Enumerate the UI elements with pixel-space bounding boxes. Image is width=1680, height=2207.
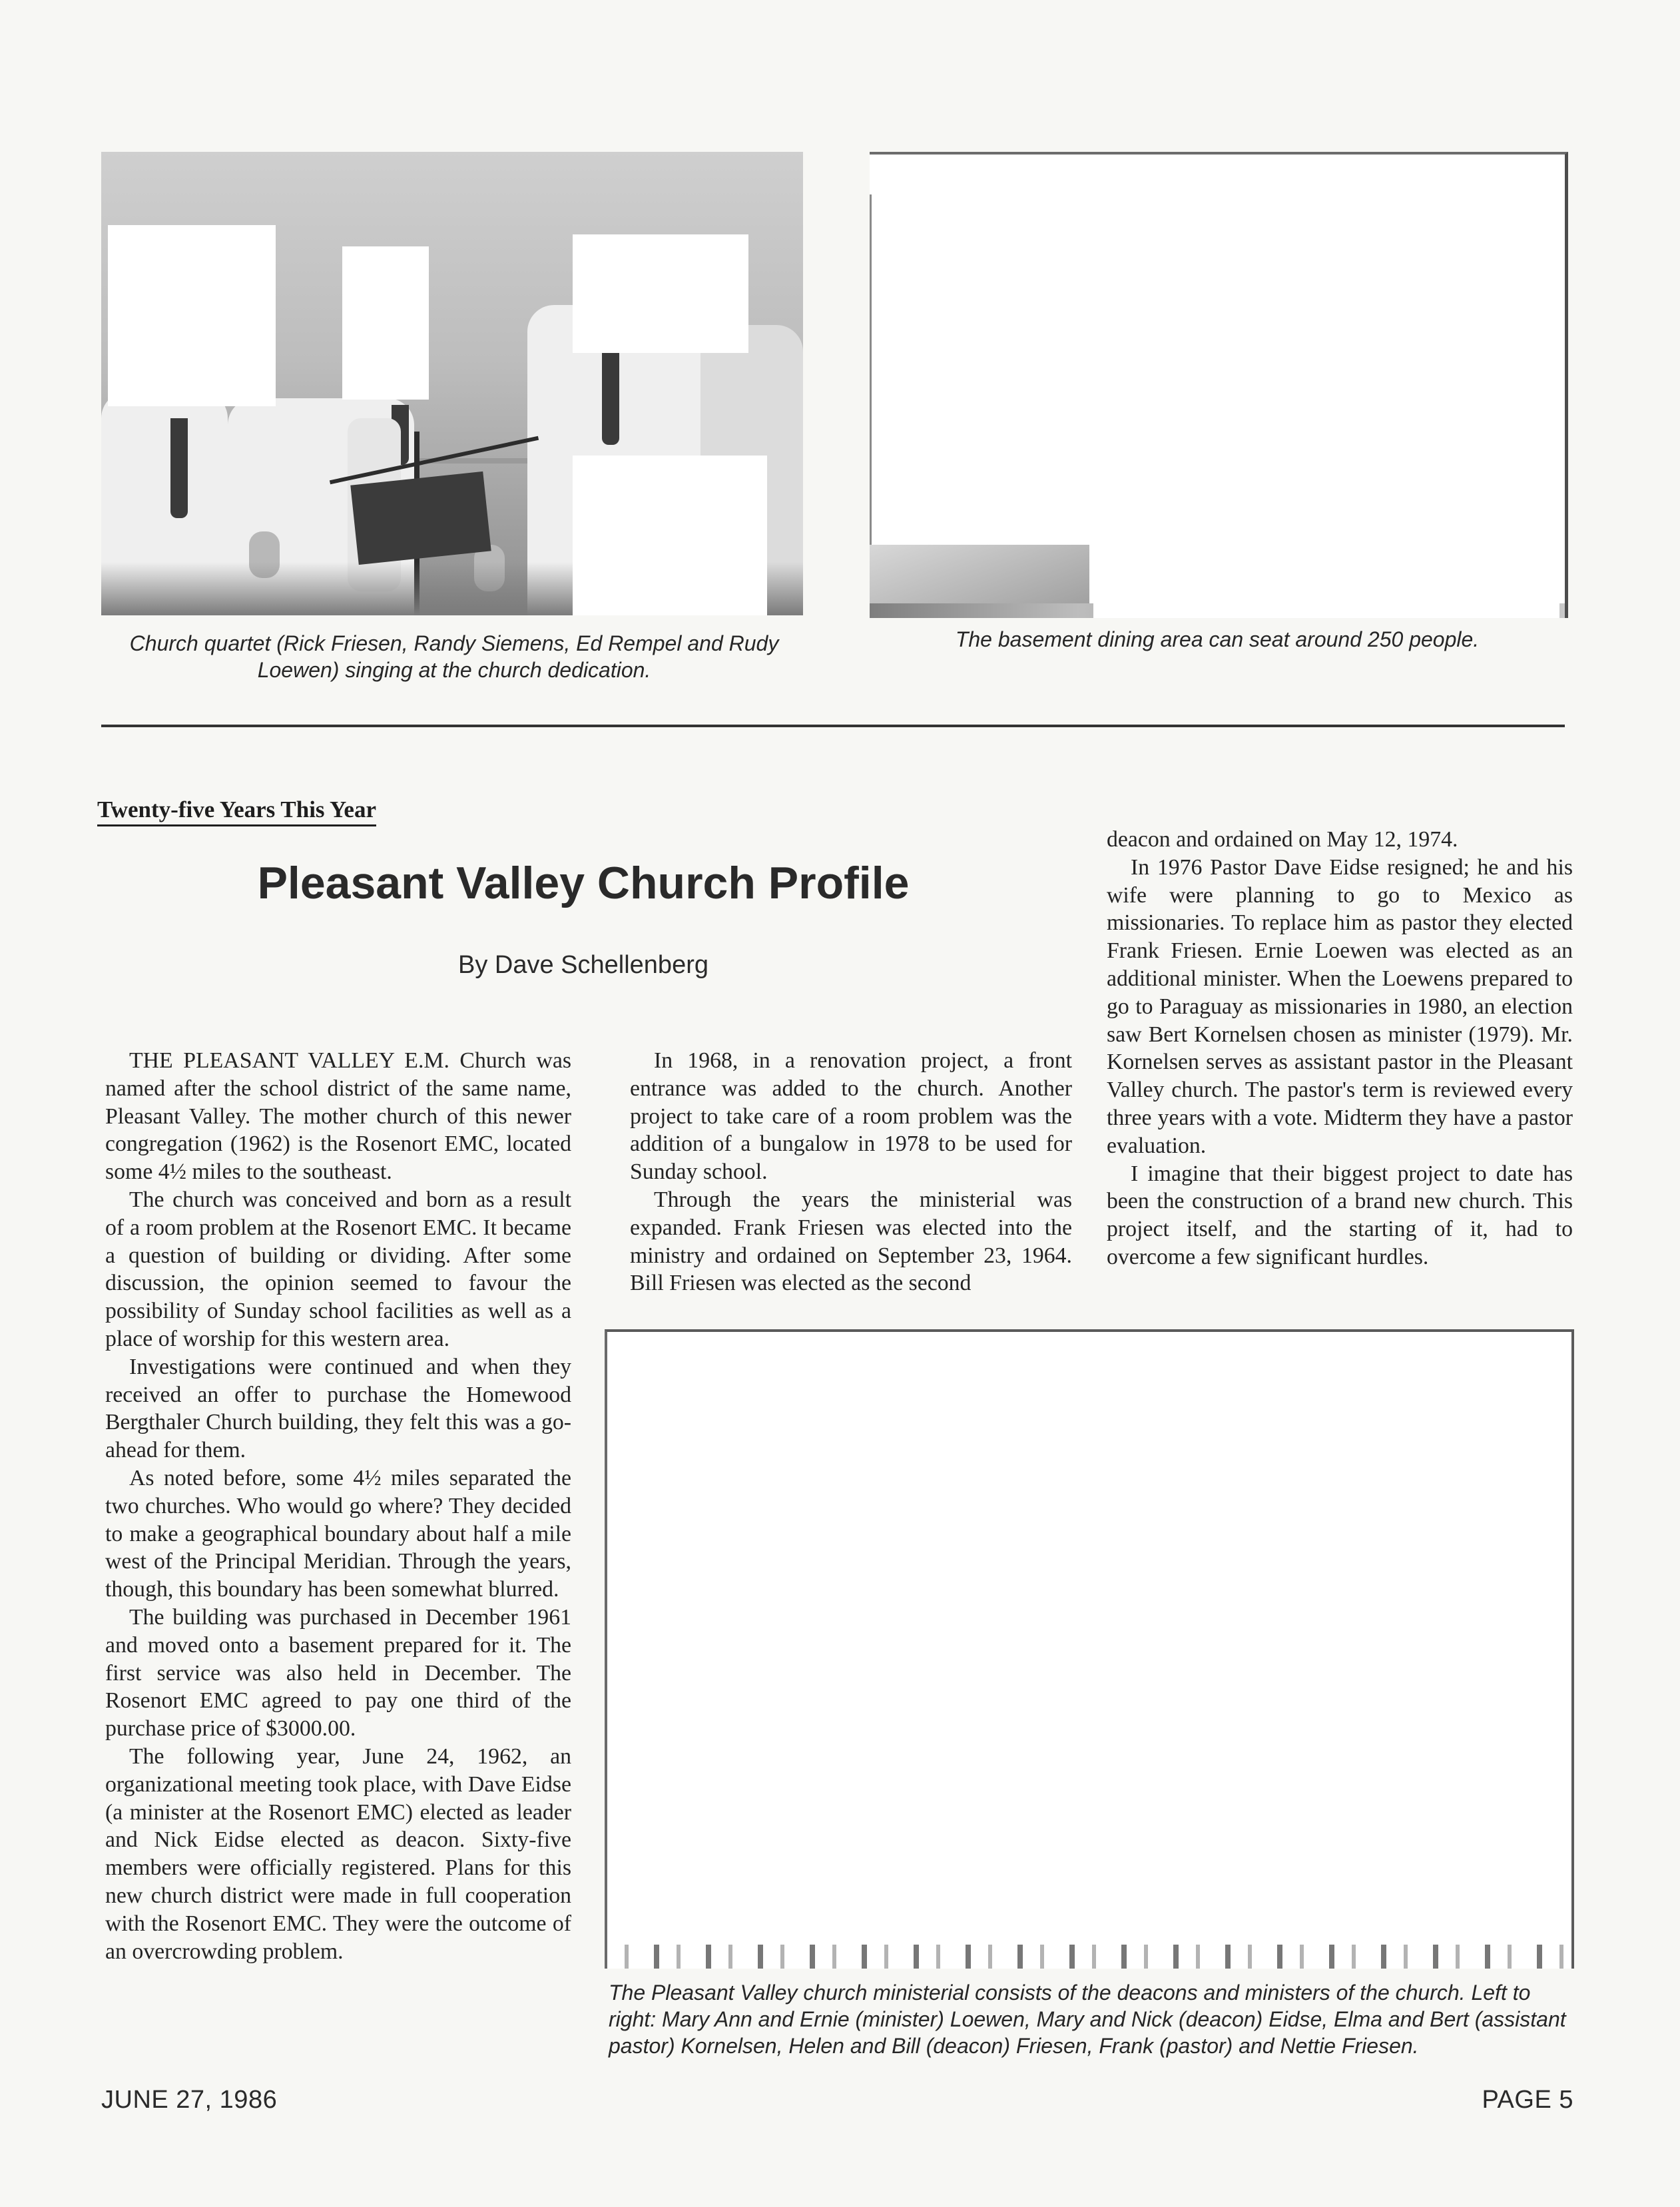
photo-tie-1 (170, 418, 188, 518)
article-paragraph: The building was purchased in December 1961 and moved onto a basement prepared for it. The first service was also held in December. The Rosenort EMC agreed to pay one third of the purchase price of $3000.00. (105, 1604, 571, 1741)
ministerial-photo (605, 1329, 1574, 1969)
article-kicker: Twenty-five Years This Year (97, 796, 376, 826)
photo-songbook (350, 472, 491, 565)
photo-bottom-strip (607, 1945, 1571, 1969)
article-paragraph: In 1976 Pastor Dave Eidse resigned; he and his wife were planning to go to Mexico as missionaries. To replace him as pastor they elected Frank Friesen. Ernie Loewen was elected as an additional minister. When the Loewens prepared to go to Paraguay as missionaries in 1980, an election saw Bert Kornelsen chosen as minister (1979). Mr. Kornelsen serves as assistant pastor in the Pleasant Valley church. The pastor's term is reviewed every three years with a vote. Midterm they have a pastor evaluation. (1107, 854, 1573, 1158)
article-column-2 (630, 1047, 1072, 1297)
redaction-block (573, 456, 767, 615)
page-number: PAGE 5 (1482, 2086, 1573, 2114)
issue-date: JUNE 27, 1986 (101, 2086, 278, 2114)
article-paragraph: I imagine that their biggest project to date has been the construction of a brand new church. This project itself, and the starting of it, had to overcome a few significant hurdles. (1107, 1161, 1573, 1269)
section-divider-rule (101, 725, 1565, 727)
quartet-photo (101, 152, 803, 615)
article-paragraph-continued: deacon and ordained on May 12, 1974. (1107, 827, 1458, 852)
article-paragraph: The following year, June 24, 1962, an organizational meeting took place, with Dave Eidse (a minister at the Rosenort EMC) elected as leader and Nick Eidse elected as deacon. Sixty-five members were officially registered. Plans for this new church district were made in full cooperation with the Rosenort EMC. They were the outcome of an overcrowding problem. (105, 1743, 571, 1964)
ministerial-photo-caption: The Pleasant Valley church ministerial consists of the deacons and ministers of the church. Left to right: Mary Ann and Ernie (minister) Loewen, Mary and Nick (deacon) Eidse, Elma and Bert (assistant pastor) Kornelsen, Helen and Bill (deacon) Friesen, Frank (pastor) and Nettie Friesen. (609, 1981, 1566, 2058)
redaction-block (573, 234, 748, 353)
photo-tie-3 (602, 352, 619, 445)
dining-photo-caption: The basement dining area can seat around 250 people. (955, 627, 1480, 651)
redaction-block (342, 246, 429, 400)
article-headline: Pleasant Valley Church Profile (257, 858, 910, 908)
article-paragraph: Investigations were continued and when they received an offer to purchase the Homewood Bergthaler Church building, they felt this was a go-ahead for them. (105, 1354, 571, 1463)
article-column-1 (105, 1047, 571, 1965)
quartet-photo-caption: Church quartet (Rick Friesen, Randy Siemens, Ed Rempel and Rudy Loewen) singing at the church dedication. (129, 631, 779, 682)
article-paragraph: As noted before, some 4½ miles separated the two churches. Who would go where? They decided to make a geographical boundary about half a mile west of the Principal Meridian. Through the years, though, this boundary has been somewhat blurred. (105, 1465, 571, 1602)
article-byline: By Dave Schellenberg (458, 951, 708, 979)
photo-left-edge (870, 194, 872, 567)
article-paragraph: The church was conceived and born as a result of a room problem at the Rosenort EMC. It became a question of building or dividing. After some discussion, the opinion seemed to favour the possibility of Sunday school facilities as well as a place of worship for this western area. (105, 1187, 571, 1351)
redaction-block (108, 225, 276, 406)
article-paragraph: In 1968, in a renovation project, a front entrance was added to the church. Another project to take care of a room problem was the addition of a bungalow in 1978 to be used for Sunday school. (630, 1048, 1072, 1185)
article-column-3 (1107, 826, 1573, 1271)
redaction-block (1093, 527, 1559, 618)
article-paragraph: THE PLEASANT VALLEY E.M. Church was named after the school district of the same name, Pleasant Valley. The mother church of this newer congregation (1962) is the Rosenort EMC, located some 4½ miles to the southeast. (105, 1048, 571, 1185)
article-paragraph: Through the years the ministerial was expanded. Frank Friesen was elected into the ministry and ordained on September 23, 1964. Bill Friesen was elected as the second (630, 1187, 1072, 1296)
dining-area-photo (870, 152, 1568, 618)
